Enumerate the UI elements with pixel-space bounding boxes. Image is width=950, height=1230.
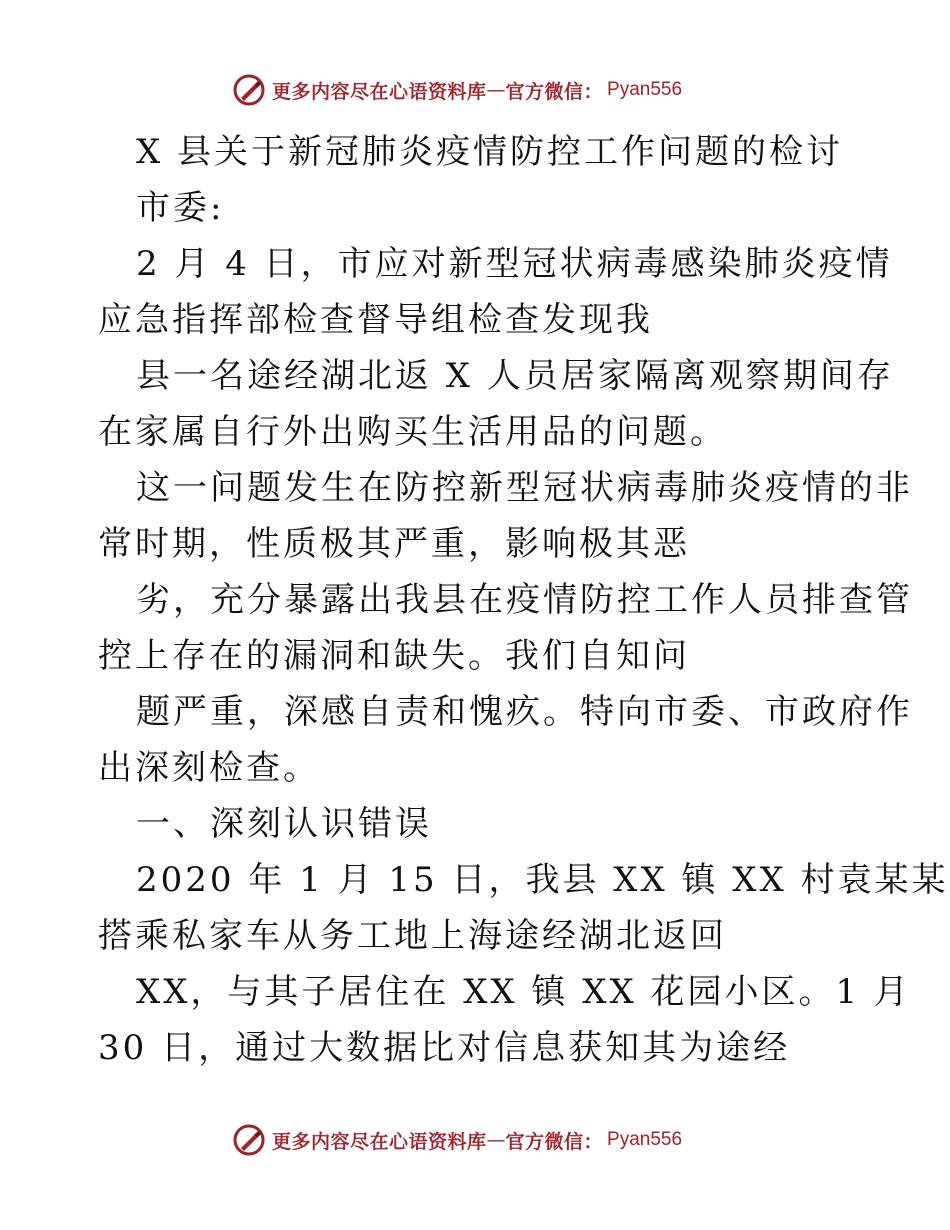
- watermark-site-text: 更多内容尽在心语资料库: [272, 80, 487, 103]
- header-watermark: [232, 72, 682, 108]
- watermark-wechat-handle: Pyan556: [607, 79, 683, 100]
- paragraph-line: 在家属自行外出购买生活用品的问题。: [98, 412, 727, 452]
- watermark-separator: —: [486, 79, 506, 101]
- paragraph-line: 2020 年 1 月 15 日，我县 XX 镇 XX 村袁某某: [136, 860, 949, 900]
- document-body: [98, 124, 949, 1076]
- document-title: X 县关于新冠肺炎疫情防控工作问题的检讨: [136, 132, 844, 172]
- watermark-wechat-label: 官方微信：: [505, 80, 604, 103]
- paragraph-line: 控上存在的漏洞和缺失。我们自知问: [98, 636, 690, 676]
- paragraph-line: XX，与其子居住在 XX 镇 XX 花园小区。1 月: [136, 972, 911, 1012]
- paragraph-line: 市委:: [136, 188, 225, 228]
- paragraph-line: 县一名途经湖北返 X 人员居家隔离观察期间存: [136, 356, 894, 396]
- section-heading: 一、深刻认识错误: [136, 804, 432, 844]
- watermark-wechat-handle: Pyan556: [607, 1129, 683, 1150]
- paragraph-line: 2 月 4 日，市应对新型冠状病毒感染肺炎疫情: [136, 244, 893, 284]
- paragraph-line: 出深刻检查。: [98, 748, 320, 788]
- paragraph-line: 常时期，性质极其严重，影响极其恶: [98, 524, 690, 564]
- pen-logo-icon: [232, 73, 266, 107]
- pen-logo-icon: [232, 1123, 266, 1157]
- watermark-wechat-label: 官方微信：: [505, 1130, 604, 1153]
- watermark-separator: —: [486, 1129, 506, 1151]
- footer-watermark: [232, 1122, 682, 1158]
- paragraph-line: 搭乘私家车从务工地上海途经湖北返回: [98, 916, 727, 956]
- paragraph-line: 应急指挥部检查督导组检查发现我: [98, 300, 653, 340]
- paragraph-line: 这一问题发生在防控新型冠状病毒肺炎疫情的非: [136, 468, 913, 508]
- watermark-site-text: 更多内容尽在心语资料库: [272, 1130, 487, 1153]
- paragraph-line: 题严重，深感自责和愧疚。特向市委、市政府作: [136, 692, 913, 732]
- paragraph-line: 30 日，通过大数据比对信息获知其为途经: [98, 1028, 791, 1068]
- paragraph-line: 劣，充分暴露出我县在疫情防控工作人员排查管: [136, 580, 913, 620]
